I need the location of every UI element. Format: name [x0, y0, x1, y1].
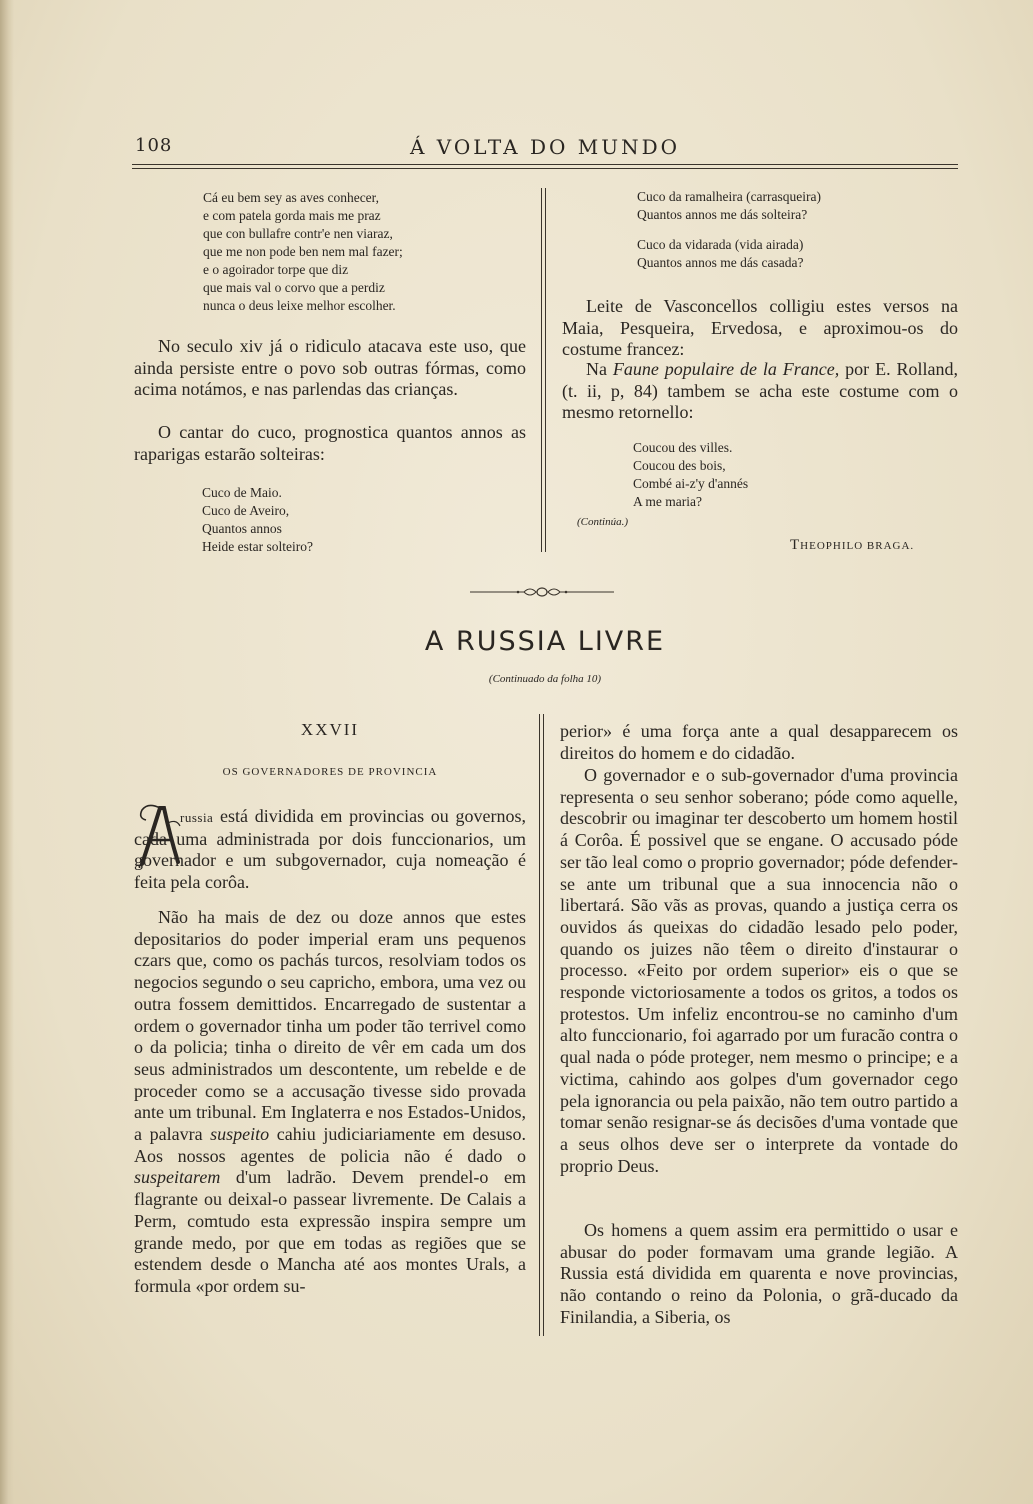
verse-line: Cuco da ramalheira (carrasqueira) [637, 189, 822, 204]
paragraph-text [134, 806, 526, 894]
running-title: Á VOLTA DO MUNDO [409, 135, 681, 159]
verse-cuco-ramalheira [637, 188, 821, 224]
verse-line: e com patela gorda mais me praz [203, 208, 381, 223]
paragraph-text [562, 359, 958, 424]
header-rule-bottom [132, 168, 958, 169]
author-signature [790, 537, 914, 554]
page-binding-edge [0, 0, 14, 1504]
header-rule-top [132, 164, 958, 165]
author-name-rest: HEOPHILO BRAGA. [800, 540, 915, 552]
paragraph-text: Leite de Vasconcellos colligiu estes versos na Maia, Pesqueira, Ervedosa, e aproximou-os do costume francez: [562, 296, 958, 360]
verse-line: Quantos annos me dás solteira? [637, 207, 808, 222]
verse-line: Combé ai-z'y d'annés [633, 476, 749, 491]
paragraph-text: perior» é uma força ante a qual desapparecem os direitos do homem e do cidadão. [560, 721, 958, 763]
paragraph-depositarios [134, 907, 526, 1298]
continua-label: (Continúa.) [577, 516, 629, 528]
paragraph-text: Os homens a quem assim era permittido o usar e abusar do poder formavam uma grande legião. A Russia está dividida em quarenta e nove provincias, não contando o reino da Polonia, o grã-ducado da Finilandia, a Siberia, os [560, 1220, 958, 1327]
paragraph-text: No seculo xiv já o ridiculo atacava este uso, que ainda persiste entre o povo sob outras fórmas, como acima notámos, e nas parlendas das crianças. [134, 336, 526, 400]
paragraph-rolland [562, 359, 958, 424]
paragraph-leite-vasconcellos [562, 296, 958, 361]
paragraph-text [134, 907, 526, 1298]
verse-coucou [633, 439, 748, 511]
verse-line: Coucou des bois, [633, 458, 726, 473]
paragraph-text: O governador e o sub-governador d'uma provincia representa o seu senhor soberano; póde como aquelle, descobrir ou imaginar ter descoberto um homem hostil á Corôa. É possivel que se engane. O accusado póde ser tão leal como o proprio governador; póde defender-se ante um tribunal que a sua innocencia não o libertará. São vãs as provas, quando a justiça cerra os ouvidos ás queixas do cidadão lesado pelo poder, quando os juizes não têem o direito d'instaurar o processo. «Feito por ordem superior» eis o que se responde victoriosamente a todos os gritos, a todos os protestos. Um infeliz encontrou-se no caminho d'um alto funccionario, foi agarrado por um furacão contra o qual nada o póde proteger, nem mesmo o principe; e a victima, cahindo aos golpes d'um governador cego pela ignorancia ou pela paixão, não tem outro partido a tomar senão resignar-se ás decisões d'uma vontade que a seus olhos deve ser o interprete da vontade do proprio Deus. [560, 765, 958, 1176]
opening-word: russia [180, 810, 214, 825]
page-number: 108 [135, 135, 173, 156]
verse-line: A me maria? [633, 494, 702, 509]
text-run: está dividida em provincias ou governos, cada uma administrada por dois funccionarios, um governador e um subgovernador, cuja nomeação é feita pela corôa. [134, 806, 526, 893]
verse-line: nunca o deus leixe melhor escolher. [203, 298, 396, 313]
column-divider-top-a [541, 188, 542, 552]
paragraph-homens [560, 1220, 958, 1329]
paragraph-governador [560, 765, 958, 1177]
verse-line: Cá eu bem sey as aves conhecer, [203, 190, 380, 205]
text-run: cahiu judiciariamente em desuso. Aos nossos agentes de policia não é dado o [134, 1124, 526, 1166]
ornamental-divider [470, 582, 614, 602]
author-initial: T [790, 537, 801, 553]
paragraph-russia-provincias [134, 806, 526, 894]
paragraph-perior [560, 721, 958, 764]
verse-line: Quantos annos [202, 521, 282, 536]
book-title: Faune populaire de la France, [612, 359, 840, 379]
column-divider-top-b [545, 188, 546, 552]
verse-line: Cuco de Maio. [202, 485, 282, 500]
verse-line: que me non pode ben nem mal fazer; [203, 244, 403, 259]
verse-line: Heide estar solteiro? [202, 539, 313, 554]
paragraph-cuco-intro [134, 422, 526, 465]
verse-cantiga [203, 189, 403, 315]
text-run: Na [586, 359, 613, 379]
verse-cuco-maio [202, 484, 313, 556]
column-divider-bottom-b [543, 714, 544, 1336]
text-run: Não ha mais de dez ou doze annos que estes depositarios do poder imperial eram uns pequenos czars que, como os pachás turcos, resolviam todos os negocios segundo o seu capricho, embora, uma vez ou outra fossem demittidos. Encarregado de sustentar a ordem o governador tinha um poder tão terrivel como o da policia; tinha o direito de vêr em cada um dos seus administrados um descontente, um rebelde e de proceder como se a accusação tivesse sido provada ante um tribunal. Em Inglaterra e nos Estados-Unidos, a palavra [134, 907, 526, 1145]
verse-line: que mais val o corvo que a perdiz [203, 280, 385, 295]
verse-line: Quantos annos me dás casada? [637, 255, 804, 270]
verse-line: Cuco da vidarada (vida airada) [637, 237, 804, 252]
text-run: d'um ladrão. Devem prendel-o em flagrante ou deixal-o passear livremente. De Calais a Perm, comtudo esta expressão inspira sempre um grande medo, por que em todas as regiões que se estendem desde o Mancha até aos montes Urals, a formula «por ordem su- [134, 1167, 526, 1296]
chapter-title: OS GOVERNADORES DE PROVINCIA [222, 766, 438, 778]
verse-cuco-vidarada [637, 236, 803, 272]
paragraph-text: O cantar do cuco, prognostica quantos annos as raparigas estarão solteiras: [134, 422, 526, 464]
column-divider-bottom-a [539, 714, 540, 1336]
paragraph-seculo-xiv [134, 336, 526, 401]
verse-line: Cuco de Aveiro, [202, 503, 290, 518]
verse-line: Coucou des villes. [633, 440, 733, 455]
verse-line: que con bullafre contr'e nen viaraz, [203, 226, 393, 241]
article-title: A RUSSIA LIVRE [424, 626, 666, 657]
italic-term: suspeito [210, 1124, 270, 1145]
italic-term: suspeitarem [134, 1167, 221, 1188]
continued-note: (Continuado da folha 10) [488, 673, 602, 685]
chapter-number: XXVII [300, 720, 360, 739]
verse-line: e o agoirador torpe que diz [203, 262, 349, 277]
text-run: por E. Rolland, (t. ii, p, 84) tambem se acha este costume com o mesmo retornello: [562, 359, 958, 423]
